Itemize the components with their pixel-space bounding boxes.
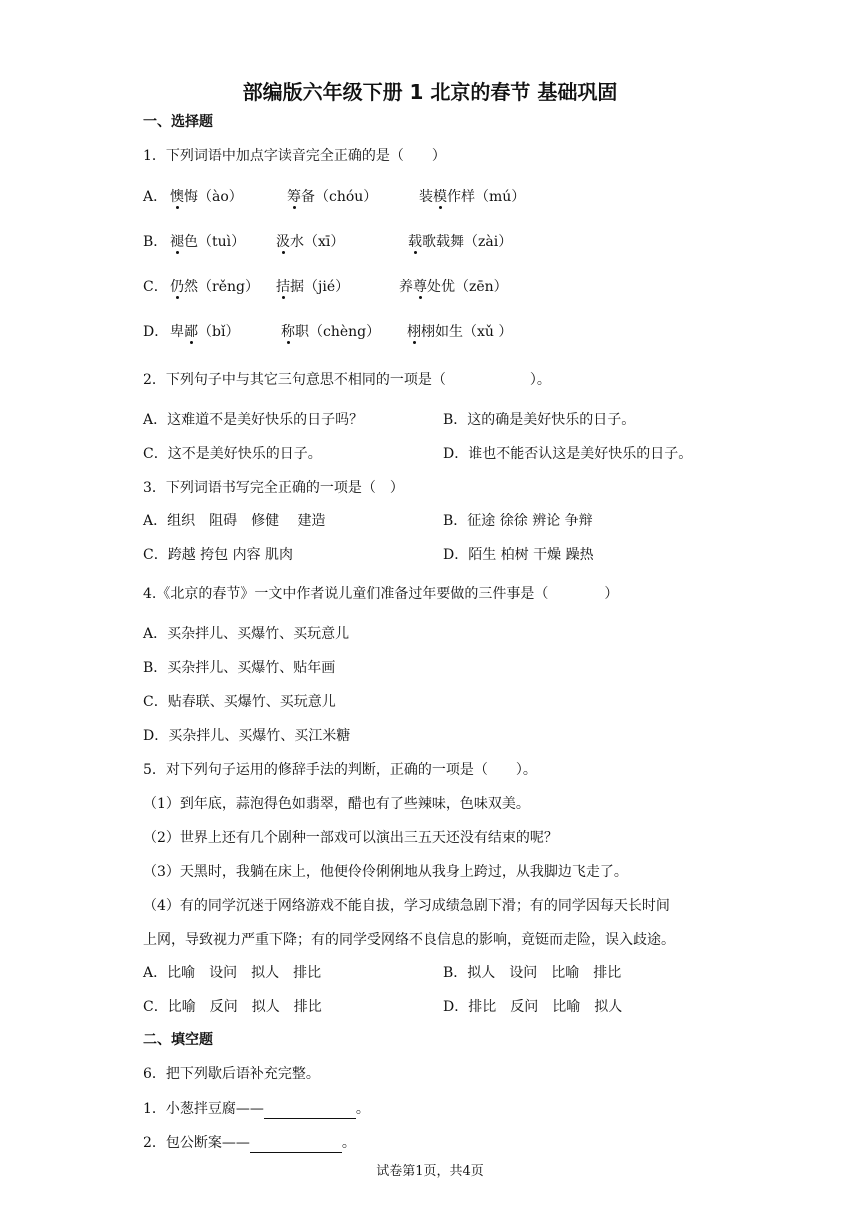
question-6-stem: 6．把下列歇后语补充完整。 — [143, 1066, 320, 1082]
question-4-stem: 4.《北京的春节》一文中作者说儿童们准备过年要做的三件事是（ ） — [143, 586, 619, 602]
q3-option-c: C．跨越 挎包 内容 肌肉 — [143, 547, 294, 563]
q3-option-b: B．征途 徐徐 辨论 争辩 — [443, 513, 593, 529]
q4-option-a: A．买杂拌儿、买爆竹、买玩意儿 — [143, 626, 350, 642]
q1-option-d-label: D． — [143, 324, 169, 340]
q5-option-c: C．比喻 反问 拟人 排比 — [143, 999, 322, 1015]
q1-option-d-item-1: 卑鄙（bǐ） — [170, 324, 240, 340]
q1-option-a-item-3: 装模作样（mú） — [419, 189, 526, 205]
q1-option-c-item-3: 养尊处优（zēn） — [399, 279, 508, 295]
q1-option-c-label: C． — [143, 279, 168, 295]
question-3-stem: 3．下列词语书写完全正确的一项是（ ） — [143, 480, 404, 496]
q4-option-b: B．买杂拌儿、买爆竹、贴年画 — [143, 660, 336, 676]
q5-sentence-4-line-2: 上网，导致视力严重下降；有的同学受网络不良信息的影响，竟铤而走险，误入歧途。 — [143, 932, 675, 948]
q6-item-1: 1．小葱拌豆腐—— 。 — [143, 1101, 370, 1117]
q6-item-2: 2．包公断案—— 。 — [143, 1135, 356, 1151]
q5-option-d: D．排比 反问 比喻 拟人 — [443, 999, 623, 1015]
q2-option-c: C．这不是美好快乐的日子。 — [143, 446, 322, 462]
q3-option-a: A．组织 阻碍 修健 建造 — [143, 513, 326, 529]
q1-option-b-label: B． — [143, 234, 168, 250]
q1-option-b-item-2: 汲水（xī） — [276, 234, 345, 250]
q1-option-c-item-2: 拮据（jié） — [276, 279, 350, 295]
q1-option-d-item-2: 称职（chèng） — [281, 324, 381, 340]
q6-item-1-blank[interactable] — [264, 1104, 356, 1119]
q4-option-c: C．贴春联、买爆竹、买玩意儿 — [143, 694, 336, 710]
q1-option-b-item-1: 褪色（tuì） — [170, 234, 246, 250]
q1-option-c-item-1: 仍然（rěng） — [170, 279, 259, 295]
q5-sentence-1: （1）到年底，蒜泡得色如翡翠，醋也有了些辣味，色味双美。 — [143, 796, 530, 812]
q5-sentence-3: （3）天黑时，我躺在床上，他便伶伶俐俐地从我身上跨过，从我脚边飞走了。 — [143, 864, 628, 880]
q5-sentence-2: （2）世界上还有几个剧种一部戏可以演出三五天还没有结束的呢？ — [143, 830, 558, 846]
page-footer: 试卷第1页，共4页 — [376, 1164, 484, 1179]
section-heading-choice: 一、选择题 — [143, 114, 213, 130]
q5-option-b: B．拟人 设问 比喻 排比 — [443, 965, 622, 981]
q2-option-d: D．谁也不能否认这是美好快乐的日子。 — [443, 446, 693, 462]
q6-item-2-blank[interactable] — [250, 1138, 342, 1153]
q1-option-a-item-2: 筹备（chóu） — [287, 189, 378, 205]
page-title: 部编版六年级下册 1 北京的春节 基础巩固 — [242, 80, 618, 104]
question-1-stem: 1．下列词语中加点字读音完全正确的是（ ） — [143, 148, 446, 164]
question-5-stem: 5．对下列句子运用的修辞手法的判断，正确的一项是（ ）。 — [143, 762, 537, 778]
q4-option-d: D．买杂拌儿、买爆竹、买江米糖 — [143, 728, 351, 744]
q1-option-d-item-3: 栩栩如生（xǔ ） — [407, 324, 513, 340]
q1-option-a-label: A． — [143, 189, 168, 205]
question-2-stem: 2．下列句子中与其它三句意思不相同的一项是（ ）。 — [143, 372, 551, 388]
q2-option-b: B．这的确是美好快乐的日子。 — [443, 412, 636, 428]
q3-option-d: D．陌生 柏树 干燥 躁热 — [443, 547, 594, 563]
section-heading-fill-blank: 二、填空题 — [143, 1032, 213, 1048]
q2-option-a: A．这难道不是美好快乐的日子吗？ — [143, 412, 364, 428]
q1-option-a-item-1: 懊悔（ào） — [170, 189, 243, 205]
q5-sentence-4-line-1: （4）有的同学沉迷于网络游戏不能自拔，学习成绩急剧下滑；有的同学因每天长时间 — [143, 898, 670, 914]
q5-option-a: A．比喻 设问 拟人 排比 — [143, 965, 322, 981]
q1-option-b-item-3: 载歌载舞（zài） — [408, 234, 513, 250]
